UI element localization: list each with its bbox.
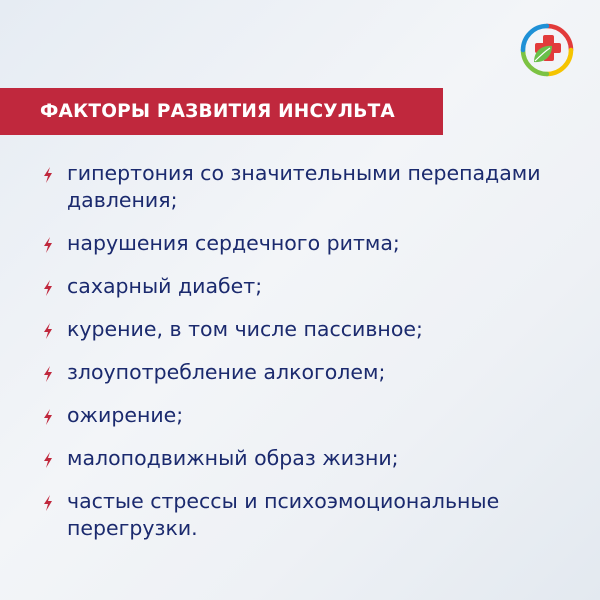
- list-item-text: сахарный диабет;: [67, 274, 263, 298]
- page-title: ФАКТОРЫ РАЗВИТИЯ ИНСУЛЬТА: [40, 101, 395, 122]
- list-item: [40, 402, 570, 429]
- list-item: [40, 273, 570, 300]
- list-item-text: курение, в том числе пассивное;: [67, 317, 423, 341]
- lightning-bolt-icon: [42, 237, 54, 253]
- lightning-bolt-icon: [42, 495, 54, 511]
- list-item: [40, 445, 570, 472]
- list-item: [40, 488, 570, 542]
- list-item: [40, 230, 570, 257]
- lightning-bolt-icon: [42, 323, 54, 339]
- lightning-bolt-icon: [42, 366, 54, 382]
- lightning-bolt-icon: [42, 167, 54, 183]
- lightning-bolt-icon: [42, 280, 54, 296]
- list-item-text: частые стрессы и психоэмоциональные перегрузки.: [67, 489, 500, 540]
- list-item: [40, 359, 570, 386]
- list-item-text: гипертония со значительными перепадами давления;: [67, 161, 541, 212]
- lightning-bolt-icon: [42, 452, 54, 468]
- list-item: [40, 316, 570, 343]
- list-item-text: малоподвижный образ жизни;: [67, 446, 399, 470]
- list-item-text: злоупотребление алкоголем;: [67, 360, 386, 384]
- risk-factor-list: [40, 160, 570, 558]
- medical-cross-leaf-icon: [519, 22, 575, 78]
- title-banner: [0, 88, 443, 135]
- list-item: [40, 160, 570, 214]
- list-item-text: нарушения сердечного ритма;: [67, 231, 400, 255]
- list-item-text: ожирение;: [67, 403, 184, 427]
- lightning-bolt-icon: [42, 409, 54, 425]
